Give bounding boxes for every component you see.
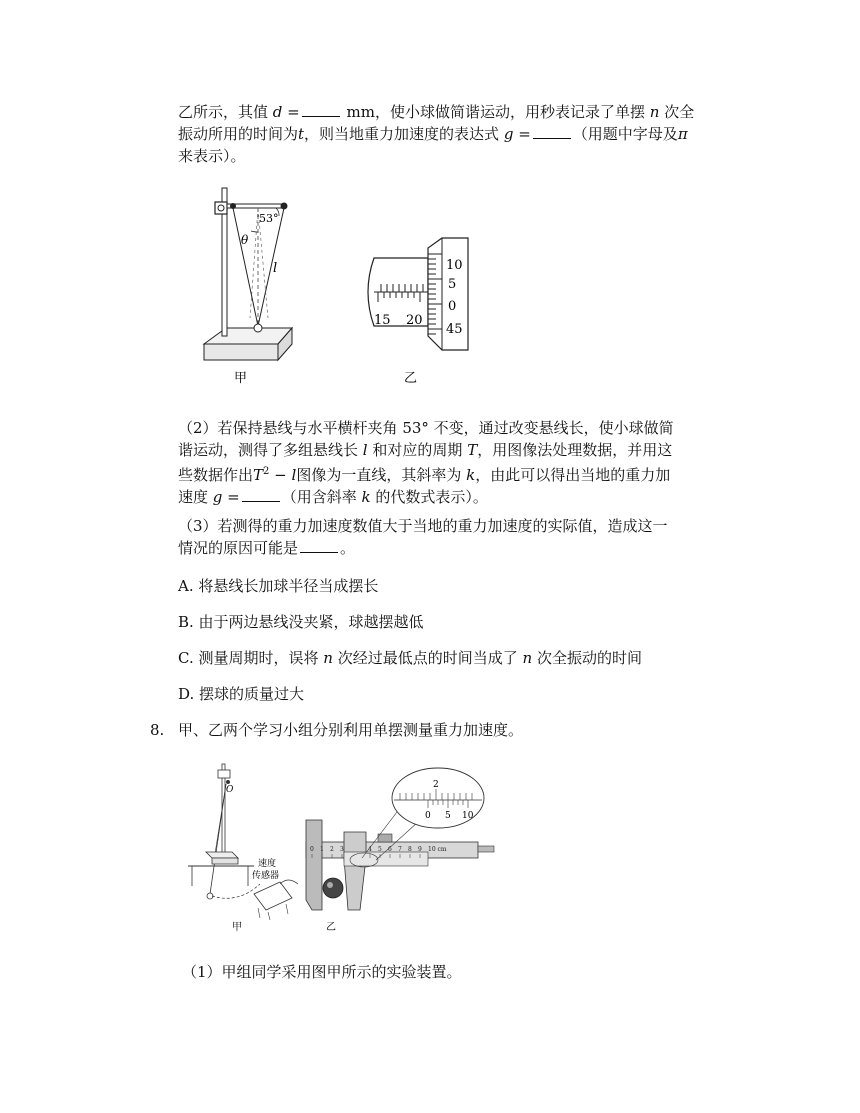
text-run: 和对应的周期 <box>372 441 463 459</box>
text-run: ，用图像法处理数据，并用这 <box>477 441 673 459</box>
main-scale-7: 7 <box>398 846 402 853</box>
string-left <box>233 208 258 326</box>
sensor-label-line1: 速度 <box>258 859 277 869</box>
length-l-label: l <box>273 261 278 276</box>
var-l: l <box>362 441 368 459</box>
q8-part-1-text: （1）甲组同学采用图甲所示的实验装置。 <box>182 963 462 981</box>
main-scale-3: 3 <box>340 846 344 853</box>
text-run: 次经过最低点的时间当成了 <box>337 649 518 667</box>
var-pi: π <box>677 125 688 143</box>
var-g: g <box>212 488 223 506</box>
main-scale-0: 0 <box>310 846 314 853</box>
text-run: ，由此可以得出当地的重力加 <box>475 466 671 484</box>
text-run: 情况的原因可能是 <box>178 539 299 557</box>
option-d-text: D. 摆球的质量过大 <box>178 685 305 703</box>
option-a-text: A. 将悬线长加球半径当成摆长 <box>178 577 379 595</box>
text-line: （2）若保持悬线与水平横杆夹角 53° 不变，通过改变悬线长，使小球做简 <box>178 419 674 437</box>
text-run: 图像为一直线，其斜率为 <box>296 466 462 484</box>
var-k: k <box>466 466 476 484</box>
thimble-number-0: 0 <box>448 299 457 314</box>
main-scale-9: 9 <box>418 846 422 853</box>
superscript-2: 2 <box>263 466 270 477</box>
zoom-vernier-0: 0 <box>425 811 431 821</box>
text-run: ，则当地重力加速度的表达式 <box>304 125 500 143</box>
main-scale-6: 6 <box>388 846 392 853</box>
equals: = <box>222 488 240 506</box>
text-run: 些数据作出 <box>178 466 254 484</box>
vernier-caliper <box>306 820 494 933</box>
text-run: 。 <box>340 539 356 557</box>
speed-sensor <box>252 857 298 920</box>
var-t: t <box>298 125 305 143</box>
option-b <box>178 611 738 633</box>
question-8-text: 甲、乙两个学习小组分别利用单摆测量重力加速度。 <box>178 721 524 739</box>
stand-base <box>204 328 292 360</box>
q7-continued-text <box>178 101 738 167</box>
option-a <box>178 575 738 597</box>
q7-part-2 <box>178 417 738 508</box>
figure-1-drawing <box>196 186 486 386</box>
answer-blank-reason <box>300 538 338 553</box>
caliper-sliding-jaw <box>344 832 366 910</box>
sleeve-number-20: 20 <box>406 313 423 328</box>
answer-blank-g <box>533 124 571 139</box>
option-d <box>178 683 738 705</box>
var-T-squared: T <box>253 466 264 484</box>
var-T: T <box>467 441 478 459</box>
option-c <box>178 647 738 669</box>
main-scale-10: 10 cm <box>428 846 447 853</box>
caliper-fixed-jaw <box>306 820 322 910</box>
option-b-text: B. 由于两边悬线没夹紧，球越摆越低 <box>178 613 424 631</box>
text-run: （用题中字母及 <box>572 125 678 143</box>
micrometer <box>368 238 468 350</box>
q7-part-3 <box>178 515 738 559</box>
angle-53-label: 53° <box>259 212 279 225</box>
figure-2 <box>188 760 498 940</box>
text-run: 的代数式表示）。 <box>375 488 488 506</box>
figure2-label-jia: 甲 <box>232 922 242 933</box>
clamp <box>215 202 227 214</box>
main-scale-1: 1 <box>320 846 324 853</box>
equals: = <box>282 103 300 121</box>
main-scale-2: 2 <box>330 846 334 853</box>
var-l: l <box>291 466 297 484</box>
var-n: n <box>522 649 533 667</box>
text-run: 振动所用的时间为 <box>178 125 299 143</box>
zoom-vernier-10: 10 <box>462 811 474 821</box>
zoom-vernier-5: 5 <box>445 811 451 821</box>
figure-label-yi: 乙 <box>404 371 418 386</box>
text-run: 次全振动的时间 <box>536 649 642 667</box>
pivot-o-label: O <box>226 785 234 795</box>
text-run: 次全 <box>664 103 695 121</box>
var-g: g <box>503 125 514 143</box>
figure-2-drawing <box>188 760 498 936</box>
thimble-number-10: 10 <box>446 258 463 273</box>
var-k: k <box>361 488 371 506</box>
figure-1 <box>196 186 486 390</box>
string-right <box>258 208 284 326</box>
measured-ball <box>323 878 343 898</box>
minus-sign: − <box>269 466 292 484</box>
thimble-number-5: 5 <box>448 277 457 292</box>
answer-blank-d <box>302 102 340 117</box>
q8-part-1 <box>182 961 742 983</box>
var-d: d <box>272 103 283 121</box>
text-run: （用含斜率 <box>281 488 357 506</box>
text-run: 乙所示，其值 <box>178 103 269 121</box>
figure2-label-yi: 乙 <box>326 922 336 933</box>
text-run: 来表示）。 <box>178 147 246 165</box>
thimble-number-45: 45 <box>446 322 463 337</box>
equals: = <box>513 125 531 143</box>
question-8-number: 8. <box>150 721 165 739</box>
main-scale-4: 4 <box>368 846 372 853</box>
var-n: n <box>323 649 333 667</box>
main-scale-5: 5 <box>378 846 382 853</box>
text-run: mm，使小球做简谐运动，用秒表记录了单摆 <box>346 103 645 121</box>
pendulum-apparatus <box>188 764 260 933</box>
question-8 <box>178 719 738 741</box>
text-line: （3）若测得的重力加速度数值大于当地的重力加速度的实际值，造成这一 <box>178 517 668 535</box>
sleeve-number-15: 15 <box>374 313 391 328</box>
figure-label-jia: 甲 <box>234 371 248 386</box>
main-scale-8: 8 <box>408 846 412 853</box>
sensor-label-line2: 传感器 <box>252 871 280 881</box>
zoom-main-number: 2 <box>433 780 439 790</box>
var-n: n <box>649 103 660 121</box>
text-run: C. 测量周期时，误将 <box>178 649 319 667</box>
answer-blank-g2 <box>242 487 280 502</box>
theta-label: θ <box>241 233 249 247</box>
text-run: 谐运动，测得了多组悬线长 <box>178 441 359 459</box>
text-run: 速度 <box>178 488 209 506</box>
pendulum-bob <box>254 324 262 332</box>
